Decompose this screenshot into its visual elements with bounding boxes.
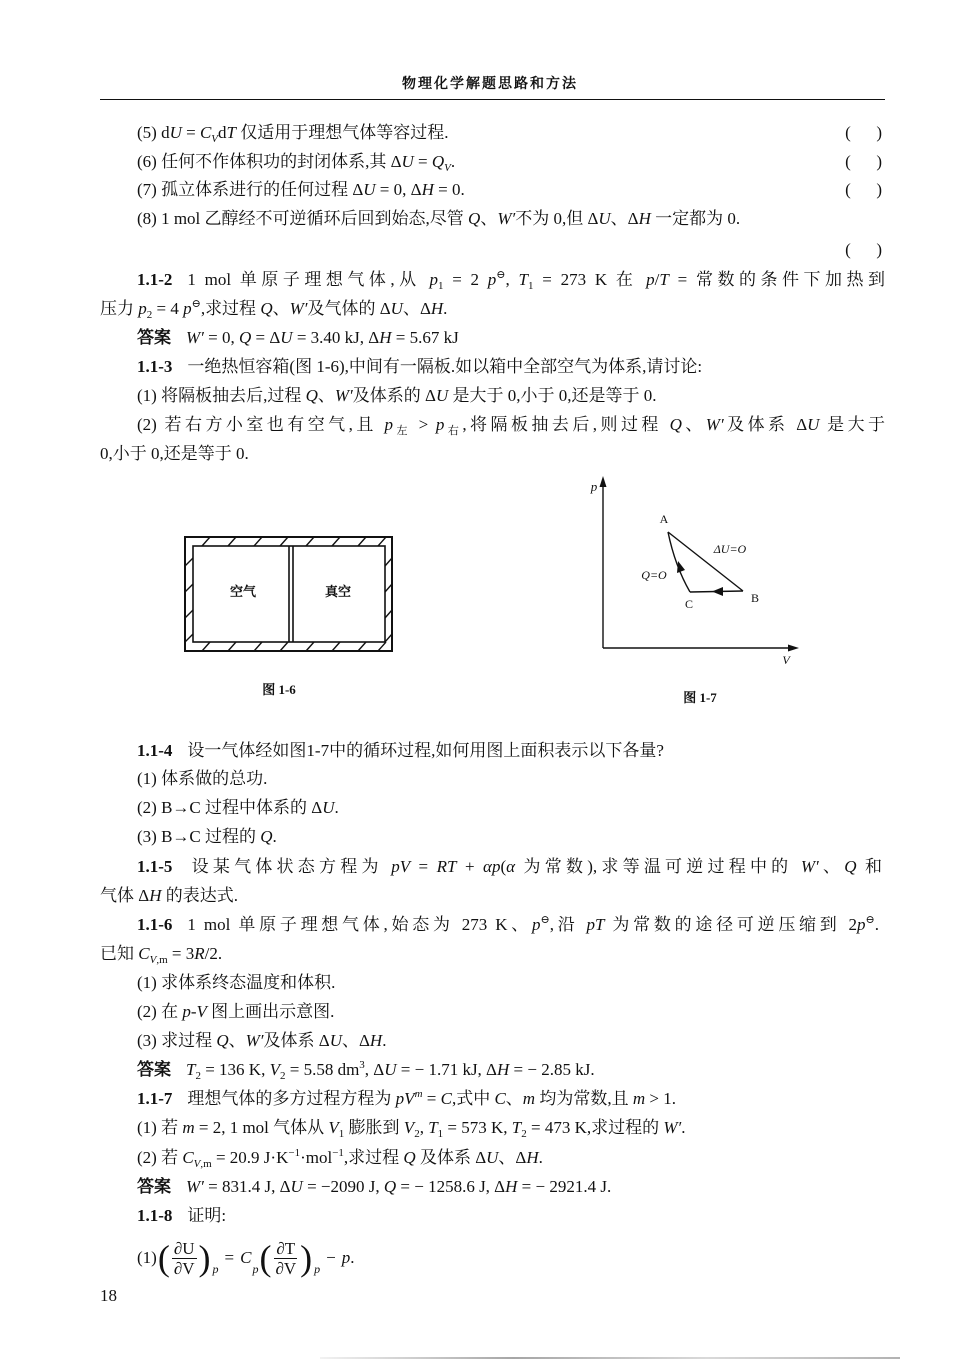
text-run: 图上画出示意图. [206,1002,335,1021]
math-variable: Q [403,1148,416,1167]
math-variable: H [369,1031,383,1050]
bold-label: 答案 [137,1060,171,1079]
math-variable: U [390,299,403,318]
text-run: 均为常数,且 [535,1089,633,1108]
problem-1-1-3-line-1 [137,357,702,377]
subscript: V [211,133,219,145]
text-run: = 常数的条件下加热到 [668,270,885,289]
text-run: . [681,1118,686,1137]
math-variable: T [659,270,669,289]
text-run: , Δ [364,1060,385,1079]
text-run: = 3 [167,944,195,963]
text-run: 证明: [187,1206,227,1225]
subscript: 1 [338,1128,345,1140]
math-variable: U [329,1031,342,1050]
proof-formula [137,1236,354,1280]
math-variable: Q [305,386,318,405]
math-variable: Q [216,1031,229,1050]
subitem-8 [137,209,740,229]
text-run: 、Δ [498,1148,527,1167]
math-variable: p [429,270,438,289]
subscript: ,m [200,1158,212,1170]
fraction-denominator: ∂V [275,1258,297,1278]
math-variable: W′ [334,386,353,405]
text-run: = [410,857,437,876]
text-run: = [413,152,432,171]
superscript: 3 [359,1059,365,1071]
problem-1-1-7-part-1 [137,1118,686,1138]
page-number: 18 [100,1286,117,1305]
answer-blank: ( ) [845,123,882,142]
problem-1-1-7-part-2 [137,1148,543,1168]
text-run: 及体系 Δ [723,415,808,434]
text-run: = 473 K,求过程的 [526,1118,664,1137]
subitem-6 [137,152,885,172]
bold-label: 1.1-7 [137,1089,173,1108]
fraction-numerator: ∂T [276,1238,296,1258]
text-run: = 5.58 dm [285,1060,360,1079]
math-variable: U [322,798,335,817]
subscript: V [444,162,451,174]
insulated-box-figure [180,530,400,660]
math-variable: p [138,299,147,318]
left-chamber-label: 空气 [229,584,257,599]
math-variable: U [401,152,414,171]
math-variable: T [518,270,528,289]
problem-1-1-3-part-2-cont [100,444,249,464]
text-run: 及体系的 Δ [352,386,436,405]
superscript: ⊖ [865,915,875,926]
math-variable: Q [468,209,481,228]
text-run: (1) 若 [137,1118,183,1137]
math-variable: V [403,1118,415,1137]
text-run: = 273 K 在 [533,270,647,289]
subscript: V [193,1158,201,1170]
text-run: 是大于 0,小于 0,还是等于 0. [448,386,657,405]
math-variable: W′ [245,1031,264,1050]
text-run: ,沿 [549,915,587,934]
subscript: 1 [528,280,534,292]
problem-1-1-5-line-1 [137,857,882,879]
text-run: (2) 若 [137,1148,183,1167]
subscript: 2 [279,1070,286,1082]
math-variable: Q [431,152,445,171]
math-variable: R [194,944,205,963]
text-run: = 4 [152,299,184,318]
text-run: , [419,1118,429,1137]
math-variable: H [421,180,434,199]
text-run: = − 1.71 kJ, Δ [396,1060,497,1079]
math-variable: U [807,415,820,434]
problem-1-1-2-line-1 [137,270,885,292]
text-run: (1) 体系做的总功. [137,769,268,788]
math-variable: W′ [186,328,204,347]
text-run: = Δ [251,328,281,347]
text-run: . [334,798,339,817]
scan-artifact [320,1357,900,1359]
partial-t-over-v [273,1239,298,1278]
point-b-label: B [750,591,760,605]
math-variable: W′ [289,299,308,318]
text-run: 是大于 [819,415,885,434]
text-run: 不为 0,但 Δ [515,209,599,228]
math-variable: pV [391,857,411,876]
formula-left-paren: ( [259,1238,272,1278]
text-run: = [181,123,200,142]
path-ab-label: ΔU=O [713,542,747,556]
math-variable: H [526,1148,539,1167]
problem-1-1-3-part-1 [137,386,656,406]
problem-1-1-8-line-1 [137,1206,226,1226]
text-run: . [538,1148,543,1167]
text-run: = 0, Δ [375,180,422,199]
superscript: −1 [288,1147,301,1159]
text-run: 及体系 Δ [263,1031,330,1050]
problem-1-1-4-line-1 [137,741,664,761]
text-run: 仅适用于理想气体等容过程. [236,123,449,142]
problem-1-1-2-line-2 [100,299,447,319]
math-variable: p [435,415,445,434]
subscript: 2 [146,309,153,321]
text-run: 、 [317,386,335,405]
bold-label: 1.1-4 [137,741,173,760]
text-run: 、Δ [341,1031,370,1050]
math-variable: p [857,915,866,934]
math-variable: U [384,1060,397,1079]
math-variable: U [280,328,293,347]
text-run: = 573 K, [443,1118,512,1137]
text-run: , [505,270,519,289]
math-variable: m [522,1089,536,1108]
text-run: = 3.40 kJ, Δ [292,328,380,347]
math-variable: H [497,1060,510,1079]
text-run: 设某气体状态方程为 [187,857,392,876]
subscript: 右 [444,425,463,437]
text-run: (2) 在 [137,1002,183,1021]
text-run: (6) 任何不作体积功的封闭体系,其 Δ [137,152,402,171]
text-run: = − 2921.4 J. [517,1177,612,1196]
problem-1-1-6-part-1 [137,973,335,993]
text-run: = 831.4 J, Δ [203,1177,291,1196]
problem-1-1-7-answer [137,1177,611,1197]
text-run: 1 mol 单原子理想气体,从 [187,270,430,289]
problem-1-1-6-answer [137,1060,595,1080]
text-run: 的表达式. [161,886,238,905]
arrow-c-to-a [677,561,685,573]
fraction-denominator: ∂V [173,1258,195,1278]
formula-subscript: p [314,1262,321,1276]
text-run: = 5.67 kJ [391,328,459,347]
text-run: . [443,299,448,318]
math-variable: T [428,1118,438,1137]
text-run: d [218,123,227,142]
text-run: 及体系 Δ [415,1148,487,1167]
bold-label: 1.1-8 [137,1206,173,1225]
math-variable: H [505,1177,518,1196]
text-run: 、 [228,1031,246,1050]
formula-left-paren: ( [157,1238,170,1278]
text-run: 、 [505,1089,523,1108]
text-run: (3) 求过程 [137,1031,217,1050]
y-axis-arrowhead [600,476,607,487]
text-run: 膨胀到 [344,1118,404,1137]
formula-item-number: (1) [137,1248,157,1267]
text-run: 已知 [100,944,139,963]
text-run: 气体 Δ [100,886,150,905]
subscript: ,m [156,954,168,966]
math-variable: Q [260,827,273,846]
text-run: ,式中 [451,1089,495,1108]
text-run: = 2 [443,270,488,289]
math-variable: U [435,386,449,405]
text-run: = 2, 1 mol 气体从 [194,1118,329,1137]
bold-label: 1.1-5 [137,857,173,876]
math-variable: C [138,944,150,963]
partial-u-over-v [172,1239,197,1278]
text-run: /2. [204,944,223,963]
superscript: ⊖ [191,298,201,310]
problem-1-1-6-part-2 [137,1002,334,1022]
problem-1-1-6-line-2 [100,944,222,964]
problem-1-1-2-answer [137,328,459,348]
math-variable: Q [669,415,682,434]
math-variable: U [598,209,611,228]
math-variable: H [149,886,162,905]
math-variable: T [186,1060,196,1079]
math-variable: H [430,299,444,318]
figure-1-6-caption: 图 1-6 [262,682,296,697]
text-run: (1) 将隔板抽去后,过程 [137,386,306,405]
problem-1-1-4-part-2 [137,798,339,818]
text-run: . [450,152,456,171]
bold-label: 1.1-2 [137,270,173,289]
math-variable: C [440,1089,452,1108]
math-variable: pT [586,915,605,934]
text-run: / [654,270,660,289]
formula-right-paren: ) [300,1238,313,1278]
math-variable: Q [260,299,273,318]
text-run: ( [500,857,507,876]
text-run: = −2090 J, [302,1177,384,1196]
math-variable: W′ [800,857,819,876]
math-variable: U [169,123,182,142]
problem-1-1-5-line-2 [100,886,238,906]
text-run: (7) 孤立体系进行的任何过程 Δ [137,180,364,199]
text-run: (3) B→C 过程的 [137,827,261,846]
text-run: = [422,1089,441,1108]
formula-minus: − [326,1248,336,1267]
arrow-b-to-c [712,587,723,596]
text-run: = 0. [433,180,465,199]
text-run: > 1. [645,1089,676,1108]
text-run: 、Δ [402,299,431,318]
x-axis-label: V [782,653,790,667]
math-variable: T [226,123,236,142]
math-variable: p [531,915,541,934]
figure-1-7-caption: 图 1-7 [683,690,717,705]
math-variable: pV [395,1089,415,1108]
math-variable: H [379,328,392,347]
math-variable: α [506,857,516,876]
math-variable: U [290,1177,303,1196]
running-header-title: 物理化学解题思路和方法 [402,77,578,92]
subitem-5 [137,123,885,143]
bold-label: 1.1-6 [137,915,173,934]
text-run: 为常数的途径可逆压缩到 2 [604,915,858,934]
text-run: 和 [856,857,882,876]
problem-1-1-6-line-1 [137,915,879,937]
text-run: . [874,915,879,934]
math-variable: U [363,180,376,199]
superscript: −1 [332,1147,344,1159]
text-run: + [456,857,484,876]
text-run: = 20.9 J·K [211,1148,289,1167]
math-variable: C [199,123,212,142]
text-run: 0,小于 0,还是等于 0. [100,444,249,463]
bold-label: 答案 [137,328,171,347]
bold-label: 答案 [137,1177,171,1196]
math-variable: p-V [182,1002,207,1021]
text-run: 一定都为 0. [650,209,741,228]
math-variable: Q [844,857,857,876]
formula-heat-capacity: C [240,1248,252,1267]
math-variable: W′ [497,209,516,228]
text-run: 1 mol 单原子理想气体,始态为 273 K、 [187,915,532,934]
point-a-label: A [659,512,669,526]
formula-period: . [350,1248,355,1267]
subscript: 2 [195,1070,201,1082]
fraction-numerator: ∂U [173,1238,195,1258]
text-run: ,求过程 [343,1148,404,1167]
pv-cycle-diagram [585,470,810,670]
text-run: 、 [818,857,845,876]
text-run: = 0, [203,328,239,347]
text-run: > [410,415,436,434]
text-run: . [382,1031,387,1050]
point-c-label: C [684,597,694,611]
text-run: 压力 [100,299,139,318]
formula-subscript: p [212,1262,219,1276]
path-ca-label: Q=O [641,568,667,582]
text-run: = 136 K, [200,1060,270,1079]
x-axis-arrowhead [788,645,799,652]
text-run: (8) 1 mol 乙醇经不可逆循环后回到始态,尽管 [137,209,469,228]
math-variable: p [646,270,655,289]
math-variable: p [487,270,497,289]
problem-1-1-7-line-1 [137,1089,676,1109]
formula-equals: = [224,1248,235,1267]
text-run: (2) B→C 过程中体系的 Δ [137,798,323,817]
subscript: 左 [393,425,411,437]
superscript: ⊖ [540,915,550,926]
math-variable: V [269,1060,280,1079]
text-run: = − 2.85 kJ. [509,1060,595,1079]
text-run: ,将隔板抽去后,则过程 [462,415,670,434]
superscript: ⊖ [496,270,506,281]
text-run: 为常数),求等温可逆过程中的 [515,857,801,876]
text-run: 、 [272,299,290,318]
text-run: 理想气体的多方过程方程为 [187,1089,396,1108]
text-run: (2) 若右方小室也有空气,且 [137,415,385,434]
subscript: V [149,954,157,966]
subscript: 1 [437,280,444,292]
subscript: 2 [414,1128,420,1140]
math-variable: U [486,1148,499,1167]
answer-blank: ( ) [845,180,882,199]
answer-blank: ( ) [845,240,882,259]
subitem-7 [137,180,885,200]
text-run: 及气体的 Δ [307,299,391,318]
math-variable: H [638,209,651,228]
math-variable: C [182,1148,194,1167]
header-rule [100,99,885,100]
math-variable: V [328,1118,339,1137]
text-run: (5) d [137,123,170,142]
text-run: 、Δ [610,209,639,228]
math-variable: Q [383,1177,397,1196]
formula-subscript: p [252,1262,259,1276]
math-variable: p [384,415,393,434]
text-run: = − 1258.6 J, Δ [396,1177,506,1196]
math-variable: W′ [186,1177,204,1196]
math-variable: T [511,1118,522,1137]
path-a-to-b [668,532,743,591]
math-variable: m [182,1118,195,1137]
math-variable: αp [483,857,501,876]
text-run: (1) 求体系终态温度和体积. [137,973,336,992]
answer-blank: ( ) [845,152,882,171]
math-variable: Q [238,328,252,347]
text-run: 、 [681,415,706,434]
problem-1-1-4-part-3 [137,827,277,847]
bold-label: 1.1-3 [137,357,173,376]
math-variable: C [494,1089,506,1108]
math-variable: m [632,1089,646,1108]
formula-pressure: p [341,1248,351,1267]
subscript: 1 [437,1128,444,1140]
y-axis-label: p [590,479,598,494]
math-variable: W′ [663,1118,682,1137]
math-variable: p [183,299,192,318]
formula-right-paren: ) [198,1238,211,1278]
problem-1-1-4-part-1 [137,769,267,789]
math-variable: W′ [705,415,724,434]
problem-1-1-6-part-3 [137,1031,386,1051]
text-run: . [272,827,277,846]
math-variable: RT [436,857,457,876]
subscript: 2 [521,1128,527,1140]
superscript: m [414,1088,423,1100]
text-run: 、 [480,209,498,228]
right-chamber-label: 真空 [324,584,352,599]
problem-1-1-3-part-2 [137,415,885,437]
text-run: ,求过程 [200,299,261,318]
text-run: 设一气体经如图1-7中的循环过程,如何用图上面积表示以下各量? [187,741,664,760]
text-run: 一绝热恒容箱(图 1-6),中间有一隔板.如以箱中全部空气为体系,请讨论: [187,357,703,376]
text-run: ·mol [300,1148,333,1167]
